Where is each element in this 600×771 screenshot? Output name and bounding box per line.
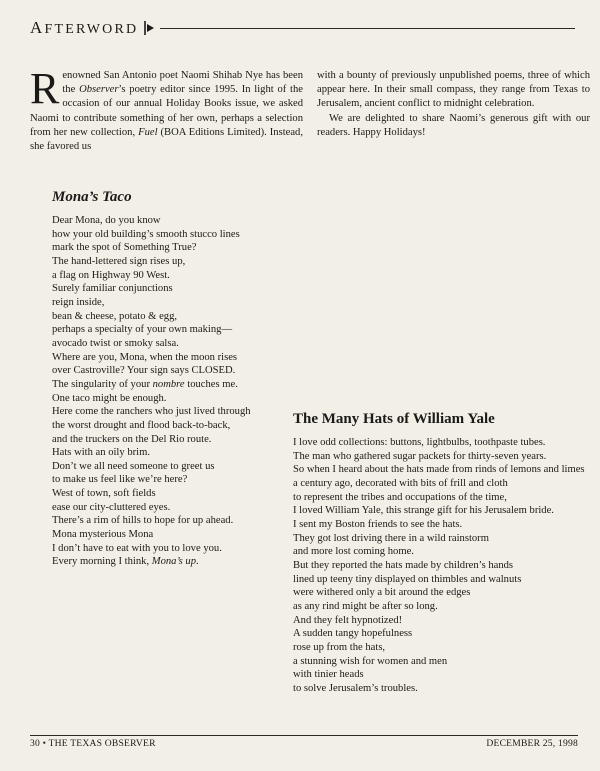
poem-line: I don’t have to eat with you to love you. <box>52 542 222 554</box>
poem-line: And they felt hypnotized! <box>293 614 403 626</box>
poem-line: and the truckers on the Del Rio route. <box>52 433 212 445</box>
poem-line: a stunning wish for women and men <box>293 655 448 667</box>
poem-line: as any rind might be after so long. <box>293 600 438 612</box>
section-header <box>30 18 575 38</box>
poem-line: to solve Jerusalem’s troubles. <box>293 682 418 694</box>
poem-line: mark the spot of Something True? <box>52 242 197 254</box>
poem-line: over Castroville? Your sign says CLOSED. <box>52 365 236 377</box>
arrow-right-icon <box>143 20 157 36</box>
page-folio: 30 • THE TEXAS OBSERVER <box>30 738 156 749</box>
poem-line: a flag on Highway 90 West. <box>52 269 170 281</box>
intro-text-b: ’s poetry editor since 1995. In light of the occasion of our annual Holiday Books issue, we asked Naomi to contribute something of her own, perhaps a selection from her new collection, <box>30 84 303 138</box>
intro-column-right <box>317 69 590 140</box>
poem-line: bean & cheese, potato & egg, <box>52 310 178 322</box>
footer-rule <box>30 735 578 736</box>
poem-line: Don’t we all need someone to greet us <box>52 460 215 472</box>
poem-line: The singularity of your nombre touches me. <box>52 378 238 390</box>
intro-closing-paragraph: We are delighted to share Naomi’s generous gift with our readers. Happy Holidays! <box>317 112 590 138</box>
poem-line: rose up from the hats, <box>293 641 386 653</box>
poem-line: Hats with an oily brim. <box>52 447 150 459</box>
poem-line: and more lost coming home. <box>293 546 414 558</box>
poem-line: reign inside, <box>52 296 105 308</box>
poem-line: Dear Mona, do you know <box>52 215 161 226</box>
drop-cap: R <box>30 64 60 113</box>
intro-text-c: (BOA Editions Limited). Instead, she favored us <box>30 126 303 153</box>
publication-name: Observer <box>79 84 119 96</box>
poem-line: Here come the ranchers who just lived through <box>52 406 251 418</box>
poem-line: A sudden tangy hopefulness <box>293 628 413 640</box>
intro-paragraph-continued: with a bounty of previously unpublished poems, three of which appear here. In their small compass, they range from Texas to Jerusalem, ancient conflict to midnight celebration. <box>317 70 590 110</box>
poem-line: West of town, soft fields <box>52 488 156 500</box>
poem-line: Mona mysterious Mona <box>52 529 154 541</box>
poem-line: I loved William Yale, this strange gift for his Jerusalem bride. <box>293 505 554 517</box>
poem-line: There’s a rim of hills to hope for up ahead. <box>52 515 234 527</box>
poem-line: One taco might be enough. <box>52 392 167 404</box>
intro-text-a: enowned San Antonio poet Naomi Shihab Nye has been the <box>62 70 303 96</box>
book-title: Fuel <box>138 126 158 138</box>
poem-body <box>293 436 583 695</box>
poem-line: So when I heard about the hats made from rinds of lemons and limes <box>293 464 585 476</box>
section-label: AFTERWORD <box>30 18 139 37</box>
poem-line: I sent my Boston friends to see the hats. <box>293 518 463 530</box>
poem-line: avocado twist or smoky salsa. <box>52 337 179 349</box>
poem-line: Every morning I think, Mona’s up. <box>52 556 199 568</box>
poem-line: Surely familiar conjunctions <box>52 283 173 295</box>
poem-line: The hand-lettered sign rises up, <box>52 255 186 267</box>
issue-date: DECEMBER 25, 1998 <box>486 738 578 749</box>
poem-title: Mona’s Taco <box>52 189 132 205</box>
poem-line: Where are you, Mona, when the moon rises <box>52 351 238 363</box>
poem-line: perhaps a specialty of your own making— <box>52 324 233 336</box>
poem-line: were withered only a bit around the edges <box>293 587 471 599</box>
poem-line: the worst drought and flood back-to-back, <box>52 419 231 431</box>
poem-title: The Many Hats of William Yale <box>293 411 495 427</box>
poem-line: with tinier heads <box>293 669 364 681</box>
header-rule <box>160 28 575 29</box>
poem-line: how your old building’s smooth stucco lines <box>52 228 240 240</box>
poem-line: to make us feel like we’re here? <box>52 474 188 486</box>
poem-line: But they reported the hats made by children’s hands <box>293 559 514 571</box>
poem-line: a century ago, decorated with bits of frill and cloth <box>293 477 508 489</box>
poem-line: to represent the tribes and occupations of the time, <box>293 491 507 503</box>
poem-line: I love odd collections: buttons, lightbulbs, toothpaste tubes. <box>293 437 546 448</box>
poem-line: lined up teeny tiny displayed on thimbles and walnuts <box>293 573 522 585</box>
poem-line: The man who gathered sugar packets for thirty-seven years. <box>293 450 547 462</box>
poem-line: ease our city-cluttered eyes. <box>52 501 171 513</box>
poem-line: They got lost driving there in a wild rainstorm <box>293 532 489 544</box>
intro-column-left <box>30 64 303 154</box>
poem-body <box>52 214 312 569</box>
intro-paragraph <box>30 64 303 154</box>
